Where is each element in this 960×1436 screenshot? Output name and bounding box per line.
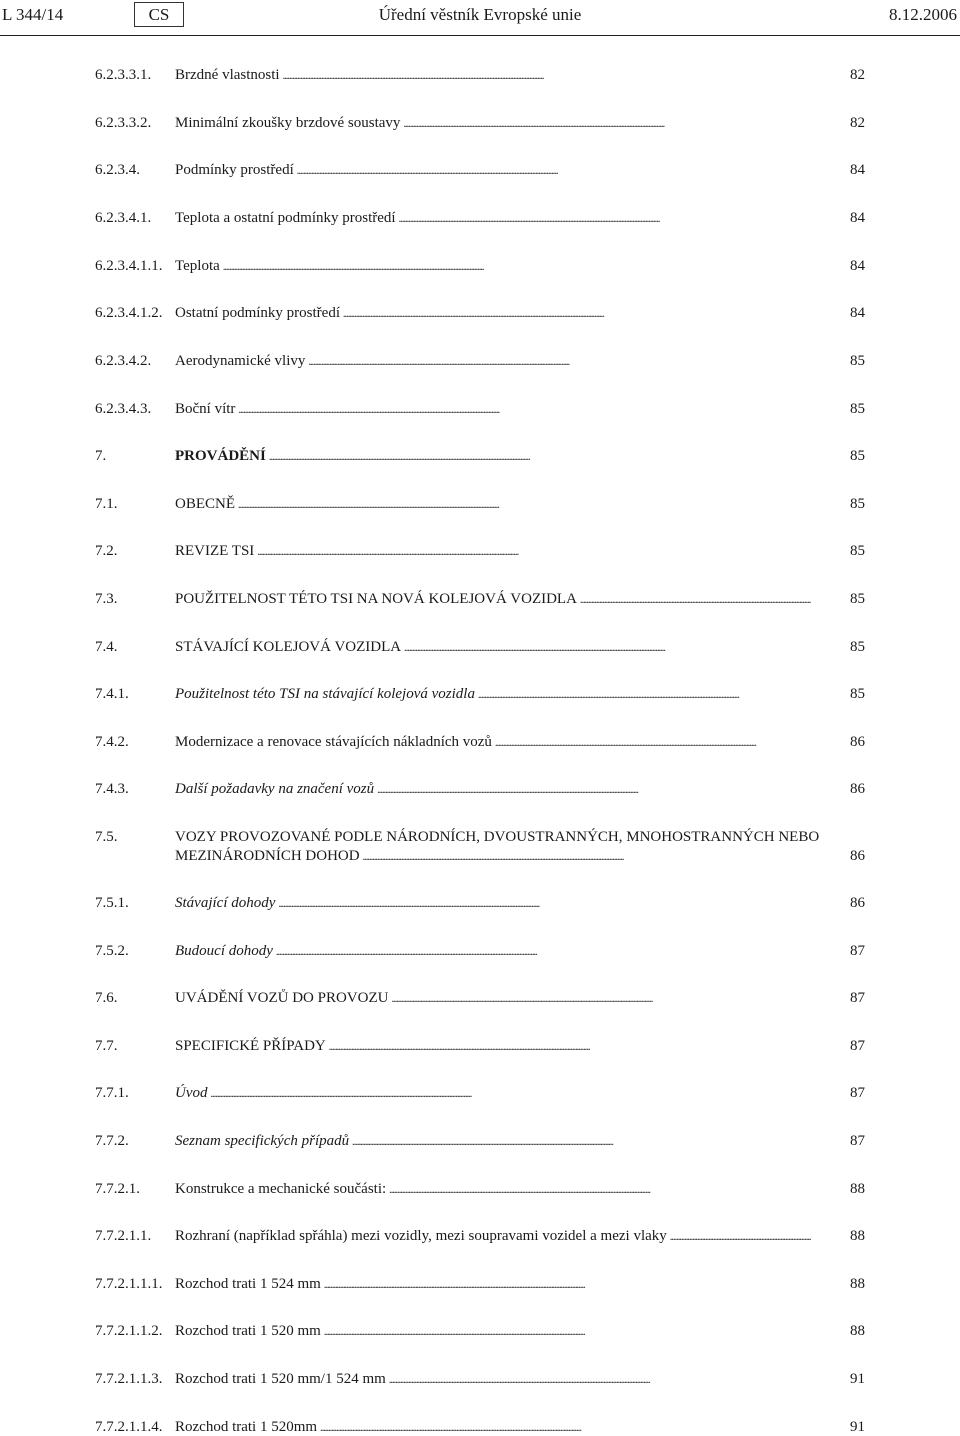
toc-entry-number: 7.7.2.1.1.4. [95,1419,163,1435]
toc-entry-title [175,780,811,798]
toc-entry-title [175,1084,811,1102]
toc-entry-page: 87 [850,1133,865,1149]
toc-entry-title-text: Rozchod trati 1 520 mm/1 524 mm [175,1371,386,1387]
toc-entry-page: 88 [850,1323,865,1339]
toc-entry-page: 84 [850,210,865,226]
toc-entry-title-text: POUŽITELNOST TÉTO TSI NA NOVÁ KOLEJOVÁ VOZIDLA [175,591,577,607]
toc-entry-page: 85 [850,686,865,702]
toc-entry-title-text: REVIZE TSI [175,543,255,559]
journal-title: Úřední věstník Evropské unie [378,5,582,24]
toc-entry-title-text: UVÁDĚNÍ VOZŮ DO PROVOZU [175,990,389,1006]
toc-entry-number: 7.3. [95,591,118,607]
toc-entry-page: 87 [850,1038,865,1054]
toc-entry-number: 7.1. [95,496,118,512]
toc-entry-number: 6.2.3.3.2. [95,115,152,131]
toc-entry-page: 91 [850,1419,865,1435]
toc-entry-number: 7.7.2.1.1.3. [95,1371,163,1387]
toc-entry-title-text: STÁVAJÍCÍ KOLEJOVÁ VOZIDLA [175,639,402,655]
toc-entry-page: 87 [850,1085,865,1101]
toc-entry-title [175,66,811,84]
toc-entry-title-text: Podmínky prostředí [175,162,294,178]
toc-entry-title [175,942,811,960]
toc-entry-number: 7.7.2. [95,1133,129,1149]
toc-entry-page: 85 [850,639,865,655]
toc-entry-title-text: Budoucí dohody [175,943,273,959]
toc-entry-number: 7.5.1. [95,895,129,911]
toc-entry-number: 7.5.2. [95,943,129,959]
toc-entry-title-text: Seznam specifických případů [175,1133,350,1149]
toc-entry-title-text: Teplota a ostatní podmínky prostředí [175,210,396,226]
toc-entry-title [175,400,811,418]
toc-entry-page: 86 [850,781,865,797]
toc-entry-title [175,447,811,465]
toc-entry-page: 84 [850,258,865,274]
issue-date: 8.12.2006 [889,5,957,24]
toc-entry-title [175,733,811,751]
language-badge: CS [134,2,184,27]
toc-entry-number: 7.4.1. [95,686,129,702]
toc-entry-title [175,1275,811,1293]
toc-entry-title [175,847,811,865]
toc-entry-title [175,1418,811,1436]
toc-entry-title [175,304,811,322]
toc-entry-title [175,638,811,656]
toc-entry-page: 82 [850,67,865,83]
toc-entry-number: 7.7.2.1.1.1. [95,1276,163,1292]
toc-entry-number: 7.7.1. [95,1085,129,1101]
toc-entry-title [175,685,811,703]
toc-entry-page: 84 [850,162,865,178]
toc-entry[interactable] [95,828,865,868]
toc-entry-title [175,989,811,1007]
toc-entry-number: 6.2.3.4.1.1. [95,258,163,274]
toc-entry-title-text: Modernizace a renovace stávajících nákladních vozů [175,734,492,750]
toc-entry-title [175,542,811,560]
toc-entry-number: 6.2.3.4.1.2. [95,305,163,321]
toc-entry-title-text: Rozchod trati 1 524 mm [175,1276,321,1292]
toc-entry-title-text: Brzdné vlastnosti [175,67,280,83]
toc-entry-title-text: PROVÁDĚNÍ [175,448,266,464]
toc-entry-number: 7.4.3. [95,781,129,797]
toc-entry-title-text: Úvod [175,1085,208,1101]
toc-entry-title [175,257,811,275]
toc-entry-number: 7.7.2.1. [95,1181,140,1197]
toc-entry-number: 6.2.3.4.1. [95,210,152,226]
toc-entry-page: 84 [850,305,865,321]
toc-entry-title [175,352,811,370]
toc-entry-number: 6.2.3.4. [95,162,140,178]
page-header [0,0,960,34]
toc-entry-title [175,894,811,912]
toc-entry-page: 86 [850,734,865,750]
toc-entry-number: 7.6. [95,990,118,1006]
toc-entry-title [175,209,811,227]
toc-entry-title [175,1370,811,1388]
toc-entry-number: 6.2.3.3.1. [95,67,152,83]
toc-entry-number: 7.7. [95,1038,118,1054]
toc-entry-page: 85 [850,353,865,369]
toc-entry-title-text: Rozchod trati 1 520mm [175,1419,318,1435]
toc-entry-title-text: OBECNĚ [175,496,235,512]
toc-entry-title [175,1180,811,1198]
toc-entry-title [175,495,811,513]
toc-entry-page: 87 [850,943,865,959]
toc-entry-title [175,1227,811,1245]
toc-entry-title-text: SPECIFICKÉ PŘÍPADY [175,1038,326,1054]
toc-entry-number: 7.5. [95,829,118,845]
header-divider [0,35,960,36]
toc-entry-title-text: Minimální zkoušky brzdové soustavy [175,115,401,131]
toc-entry-title-text: Konstrukce a mechanické součásti: [175,1181,387,1197]
toc-entry-title-text: MEZINÁRODNÍCH DOHOD [175,848,360,864]
toc-entry-title-line1: VOZY PROVOZOVANÉ PODLE NÁRODNÍCH, DVOUSTRANNÝCH, MNOHOSTRANNÝCH NEBO [175,829,820,845]
toc-entry-number: 7.4.2. [95,734,129,750]
toc-entry-page: 88 [850,1276,865,1292]
toc-entry-number: 7.4. [95,639,118,655]
toc-entry-number: 7. [95,448,107,464]
toc-entry-title-text: Další požadavky na značení vozů [175,781,375,797]
toc-entry-page: 91 [850,1371,865,1387]
toc-entry-title-text: Boční vítr [175,401,236,417]
toc-entry-title-text: Rozhraní (například spřáhla) mezi vozidly, mezi soupravami vozidel a mezi vlaky [175,1228,667,1244]
toc-entry-title-text: Použitelnost této TSI na stávající kolejová vozidla [175,686,475,702]
toc-entry-page: 88 [850,1181,865,1197]
toc-entry-number: 6.2.3.4.3. [95,401,152,417]
toc-entry-title-text: Ostatní podmínky prostředí [175,305,340,321]
toc-entry-page: 85 [850,543,865,559]
toc-entry-title-text: Stávající dohody [175,895,276,911]
toc-entry-number: 6.2.3.4.2. [95,353,152,369]
toc-entry-title [175,1322,811,1340]
toc-entry-number: 7.7.2.1.1.2. [95,1323,163,1339]
toc-entry-page: 86 [850,848,865,864]
toc-entry-title [175,1132,811,1150]
toc-entry-page: 85 [850,401,865,417]
toc-entry-title [175,590,811,608]
toc-entry-title [175,114,811,132]
toc-entry-title-text: Teplota [175,258,220,274]
toc-entry-number: 7.2. [95,543,118,559]
toc-entry-page: 85 [850,496,865,512]
toc-entry-page: 86 [850,895,865,911]
toc-entry-page: 88 [850,1228,865,1244]
toc-entry-page: 85 [850,591,865,607]
toc-entry-page: 85 [850,448,865,464]
toc-entry-title-text: Rozchod trati 1 520 mm [175,1323,321,1339]
toc-entry-title [175,161,811,179]
toc-entry-page: 82 [850,115,865,131]
issue-number: L 344/14 [2,5,64,24]
toc-entry-title-text: Aerodynamické vlivy [175,353,306,369]
toc-entry-number: 7.7.2.1.1. [95,1228,152,1244]
toc-entry-page: 87 [850,990,865,1006]
toc-entry-title [175,1037,811,1055]
